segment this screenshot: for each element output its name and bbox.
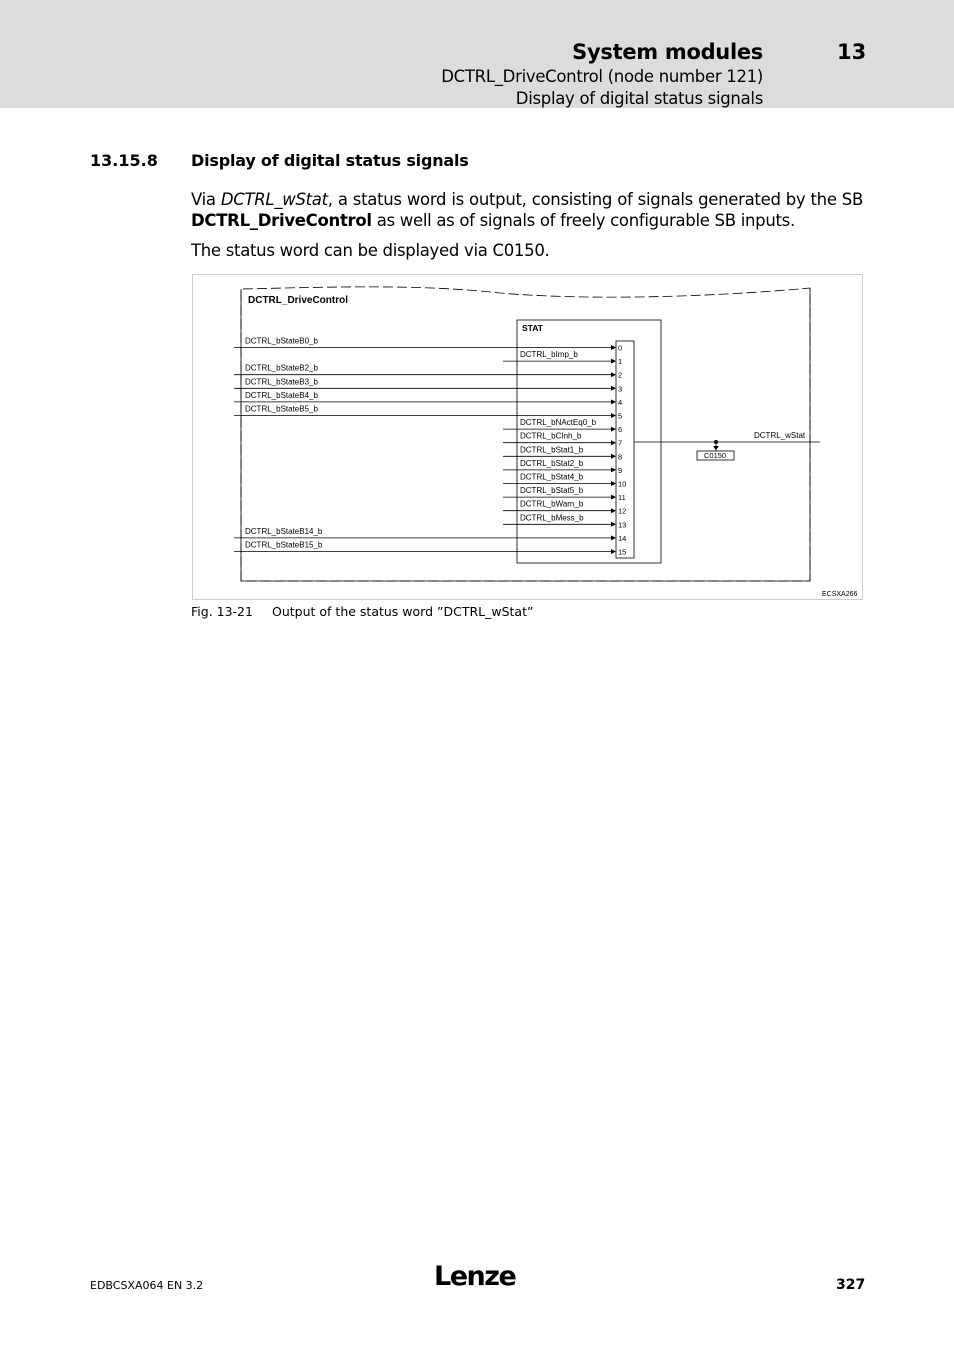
internal-label: DCTRL_bNActEq0_b <box>520 418 597 428</box>
wire-arrow <box>611 481 616 486</box>
bit-number: 12 <box>618 506 627 516</box>
internal-label: DCTRL_bStat4_b <box>520 472 584 482</box>
output-label: DCTRL_wStat <box>754 431 806 440</box>
code-label: C0150 <box>704 451 727 460</box>
section-number: 13.15.8 <box>90 151 158 170</box>
internal-label: DCTRL_bMess_b <box>520 513 584 523</box>
internal-label: DCTRL_bCInh_b <box>520 431 582 441</box>
document-id: EDBCSXA064 EN 3.2 <box>90 1279 204 1292</box>
function-block-diagram <box>0 0 954 620</box>
wire-arrow <box>611 549 616 554</box>
wire-arrow <box>611 454 616 459</box>
internal-label: DCTRL_bStat2_b <box>520 458 584 468</box>
wire-arrow <box>611 440 616 445</box>
figure-id: ECSXA266 <box>822 591 858 598</box>
wire-arrow <box>611 372 616 377</box>
wire-arrow <box>611 427 616 432</box>
lenze-logo: Lenze <box>434 1261 516 1292</box>
input-label: DCTRL_bStateB2_b <box>245 363 318 373</box>
wire-arrow <box>611 386 616 391</box>
figure-caption: Output of the status word ”DCTRL_wStat” <box>272 604 534 619</box>
section-title: Display of digital status signals <box>191 151 469 170</box>
bit-number: 0 <box>618 343 623 353</box>
chapter-number: 13 <box>837 40 867 64</box>
wire-arrow <box>611 508 616 513</box>
figure-number: Fig. 13-21 <box>191 604 253 619</box>
bit-number: 4 <box>618 397 623 407</box>
input-label: DCTRL_bStateB14_b <box>245 526 323 536</box>
section-subtitle: Display of digital status signals <box>515 89 763 108</box>
wire-arrow <box>611 359 616 364</box>
bit-number: 5 <box>618 411 623 421</box>
signal-wires <box>234 337 616 555</box>
bit-number: 1 <box>618 357 623 367</box>
wire-arrow <box>611 399 616 404</box>
bit-number: 3 <box>618 384 623 394</box>
signal-name: DCTRL_wStat <box>220 190 328 209</box>
page-number: 327 <box>836 1277 866 1293</box>
text-run: Via <box>191 190 221 209</box>
text-run: , a status word is output, consisting of signals generated by the SB <box>327 190 864 209</box>
bit-number: 13 <box>618 520 627 530</box>
chapter-subtitle: DCTRL_DriveControl (node number 121) <box>441 67 763 86</box>
bit-number: 11 <box>618 493 626 503</box>
internal-label: DCTRL_bImp_b <box>520 350 578 360</box>
wire-arrow <box>611 522 616 527</box>
internal-label: DCTRL_bStat1_b <box>520 445 584 455</box>
block-name: DCTRL_DriveControl <box>191 211 372 230</box>
bit-number: 2 <box>618 370 623 380</box>
wire-arrow <box>611 535 616 540</box>
block-title: DCTRL_DriveControl <box>248 295 349 306</box>
wire-arrow <box>611 413 616 418</box>
wire-arrow <box>611 467 616 472</box>
display-paragraph: The status word can be displayed via C0150. <box>191 241 550 260</box>
input-label: DCTRL_bStateB5_b <box>245 404 318 414</box>
tap-arrow <box>713 446 719 450</box>
wire-arrow <box>611 495 616 500</box>
bit-number: 9 <box>618 465 623 475</box>
bit-number: 8 <box>618 452 623 462</box>
chapter-title: System modules <box>572 40 763 64</box>
input-label: DCTRL_bStateB4_b <box>245 390 318 400</box>
internal-label: DCTRL_bWarn_b <box>520 499 584 509</box>
input-label: DCTRL_bStateB0_b <box>245 336 318 346</box>
input-label: DCTRL_bStateB3_b <box>245 377 318 387</box>
bit-number: 6 <box>618 425 623 435</box>
bit-number: 14 <box>618 533 627 543</box>
internal-label: DCTRL_bStat5_b <box>520 486 584 496</box>
input-label: DCTRL_bStateB15_b <box>245 540 323 550</box>
bit-number: 7 <box>618 438 623 448</box>
text-run: as well as of signals of freely configurable SB inputs. <box>371 211 795 230</box>
tap-dot <box>714 440 718 444</box>
stat-title: STAT <box>522 323 543 333</box>
bit-number: 15 <box>618 547 627 557</box>
bit-number: 10 <box>618 479 627 489</box>
wire-arrow <box>611 345 616 350</box>
bit-numbers <box>618 344 626 557</box>
